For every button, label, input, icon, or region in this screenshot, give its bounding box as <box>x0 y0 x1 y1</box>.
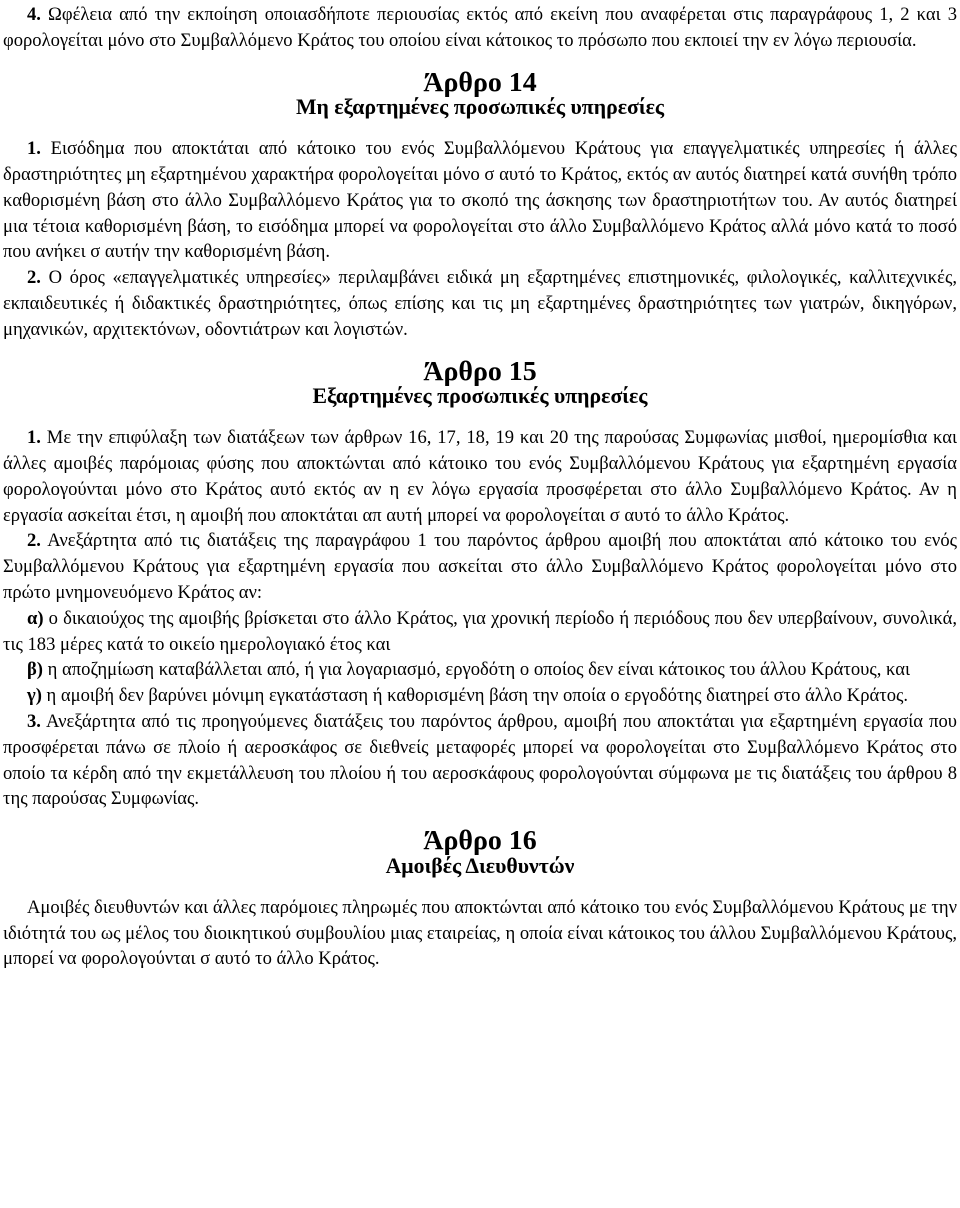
paragraph-number: 2. <box>27 267 41 289</box>
article-15-paragraph-1 <box>3 425 957 528</box>
article-13-paragraph-4 <box>3 2 957 54</box>
paragraph-text: Εισόδημα που αποκτάται από κάτοικο του ενός Συμβαλλόμενου Κράτους για επαγγελματικές υπηρεσίες ή άλλες δραστηριότητες μη εξαρτημένου χαρακτήρα φορολογείται μόνο σ αυτό το Κράτος, εκτός αν αυτός διατηρεί κατά συνήθη τρόπο καθορισμένη βάση στο άλλο Συμβαλλόμενο Κράτος για το σκοπό της άσκησης των δραστηριοτήτων του. Αν αυτός διατηρεί μια τέτοια καθορισμένη βάση, το εισόδημα μπορεί να φορολογείται στο άλλο Συμβαλλόμενο Κράτος αλλά μόνο κατά το ποσό που ανήκει σ αυτήν την καθορισμένη βάση. <box>3 138 957 263</box>
spacer <box>3 410 957 425</box>
article-15-item-c <box>3 683 957 709</box>
spacer <box>3 121 957 136</box>
paragraph-number: 2. <box>27 530 41 552</box>
paragraph-text: Ανεξάρτητα από τις διατάξεις της παραγράφου 1 του παρόντος άρθρου αμοιβή που αποκτάται από κάτοικο του ενός Συμβαλλόμενου Κράτους για εξαρτημένη εργασία που ασκείται στο άλλο Συμβαλλόμενο Κράτος φορολογείται μόνο στο πρώτο μνημονευόμενο Κράτος αν: <box>3 530 957 603</box>
article-16-title: Άρθρο 16 <box>423 825 537 857</box>
article-14-paragraph-1 <box>3 136 957 265</box>
article-15-paragraph-2 <box>3 528 957 605</box>
article-14-title: Άρθρο 14 <box>423 66 537 98</box>
paragraph-text: Ανεξάρτητα από τις προηγούμενες διατάξεις του παρόντος άρθρου, αμοιβή που αποκτάται για εξαρτημένη εργασία που προσφέρεται πάνω σε πλοίο ή αεροσκάφος σε διεθνείς μεταφορές μπορεί να φορολογείται στο Συμβαλλόμενο Κράτος στο οποίο τα κέρδη από την εκμετάλλευση του πλοίου ή του αεροσκάφους φορολογούνται σύμφωνα με τις διατάξεις του άρθρου 8 της παρούσας Συμφωνίας. <box>3 710 957 810</box>
item-label: β) <box>27 659 43 681</box>
article-15-title: Άρθρο 15 <box>423 355 537 387</box>
article-15-paragraph-3 <box>3 709 957 812</box>
item-text: η αμοιβή δεν βαρύνει μόνιμη εγκατάσταση ή καθορισμένη βάση την οποία ο εργοδότης διατηρεί στο άλλο Κράτος. <box>41 685 909 707</box>
article-14-paragraph-2 <box>3 265 957 342</box>
item-label: α) <box>27 607 44 629</box>
paragraph-number: 4. <box>27 4 41 25</box>
item-text: ο δικαιούχος της αμοιβής βρίσκεται στο άλλο Κράτος, για χρονική περίοδο ή περιόδους που δεν υπερβαίνουν, συνολικά, τις 183 μέρες κατά το οικείο ημερολογιακό έτος και <box>3 607 957 655</box>
article-15-item-b <box>3 657 957 683</box>
item-text: η αποζημίωση καταβάλλεται από, ή για λογαριασμό, εργοδότη ο οποίος δεν είναι κάτοικος του άλλου Κράτους, και <box>43 659 910 681</box>
spacer <box>3 880 957 895</box>
article-14-subtitle: Μη εξαρτημένες προσωπικές υπηρεσίες <box>295 95 665 120</box>
paragraph-text: Με την επιφύλαξη των διατάξεων των άρθρων 16, 17, 18, 19 και 20 της παρούσας Συμφωνίας μισθοί, ημερομίσθια και άλλες αμοιβές παρόμοιας φύσης που αποκτώνται από κάτοικο του ενός Συμβαλλόμενου Κράτους για εξαρτημένη εργασία φορολογούνται μόνο στο Κράτος αυτό εκτός αν η εν λόγω εργασία προσφέρεται στο άλλο Συμβαλλόμενο Κράτος. Αν η εργασία ασκείται έτσι, η αμοιβή που αποκτάται απ αυτή μπορεί να φορολογείται σ αυτό το άλλο Κράτος. <box>3 427 957 526</box>
paragraph-text: Ωφέλεια από την εκποίηση οποιασδήποτε περιουσίας εκτός από εκείνη που αναφέρεται στις παραγράφους 1, 2 και 3 φορολογείται μόνο στο Συμβαλλόμενο Κράτος του οποίου είναι κάτοικος το πρόσωπο που εκποιεί την εν λόγω περιουσία. <box>3 4 957 51</box>
item-label: γ) <box>27 685 42 707</box>
article-15-subtitle: Εξαρτημένες προσωπικές υπηρεσίες <box>312 384 648 409</box>
paragraph-text: Ο όρος «επαγγελματικές υπηρεσίες» περιλαμβάνει ειδικά μη εξαρτημένες επιστημονικές, φιλολογικές, καλλιτεχνικές, εκπαιδευτικές ή διδακτικές δραστηριότητες, όπως επίσης και τις μη εξαρτημένες δραστηριότητες των γιατρών, δικηγόρων, μηχανικών, αρχιτεκτόνων, οδοντιάτρων και λογιστών. <box>3 267 957 340</box>
article-16-paragraph: Αμοιβές διευθυντών και άλλες παρόμοιες πληρωμές που αποκτώνται από κάτοικο του ενός Συμβαλλόμενου Κράτους με την ιδιότητά του ως μέλος του διοικητικού συμβουλίου μιας εταιρείας, η οποία είναι κάτοικος του άλλου Συμβαλλόμενου Κράτους, μπορεί να φορολογούνται σ αυτό το άλλο Κράτος. <box>3 896 957 970</box>
article-16-subtitle: Αμοιβές Διευθυντών <box>385 853 575 878</box>
paragraph-number: 1. <box>27 427 41 449</box>
article-15-item-a <box>3 606 957 658</box>
paragraph-number: 3. <box>27 710 41 732</box>
paragraph-number: 1. <box>27 138 41 160</box>
